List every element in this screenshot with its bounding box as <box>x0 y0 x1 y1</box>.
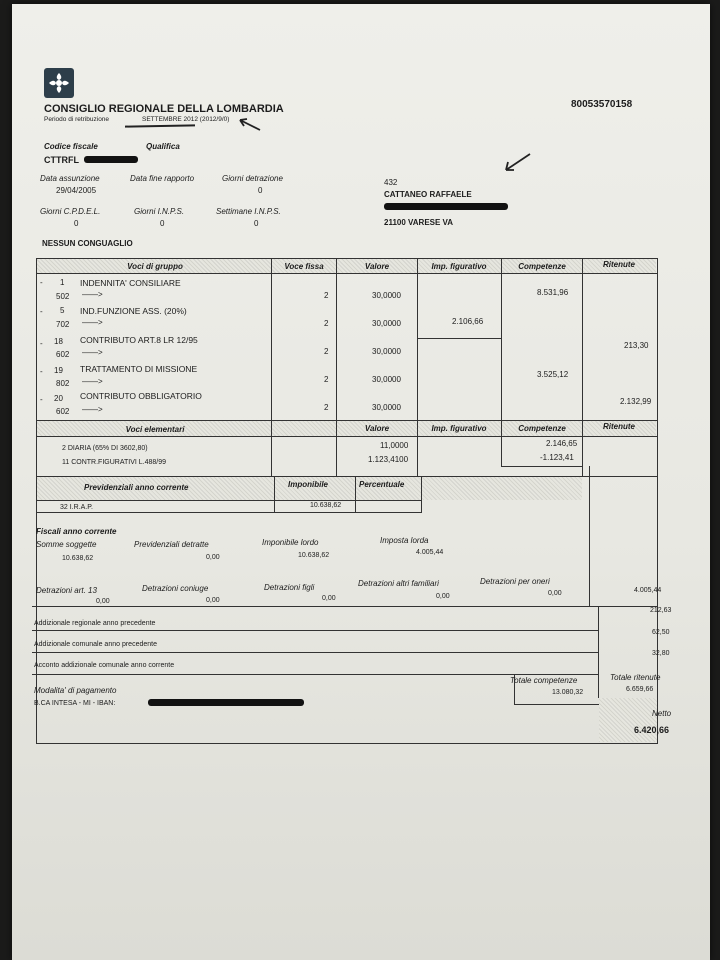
netto-shade <box>599 698 657 742</box>
row-num: 20 <box>54 394 63 403</box>
person-name: CATTANEO RAFFAELE <box>384 190 472 199</box>
previdenziali-title: Previdenziali anno corrente <box>84 483 189 492</box>
pagamento-value: B.CA INTESA - MI - IBAN: <box>34 700 116 707</box>
giorni-cpdel-value: 0 <box>74 219 79 228</box>
giorni-detrazione-label: Giorni detrazione <box>222 174 283 183</box>
row-code: 602 <box>56 350 70 359</box>
row-dash: - <box>40 339 43 348</box>
matricola: 432 <box>384 178 398 187</box>
row-code: 602 <box>56 407 70 416</box>
row-imp-figurativo: 2.106,66 <box>452 317 484 326</box>
col-valore: Valore <box>364 262 390 271</box>
arrow-mark-icon <box>236 114 262 134</box>
row-num: 1 <box>60 278 65 287</box>
col-voci-gruppo: Voci di gruppo <box>127 262 183 271</box>
totale-ritenute-label: Totale ritenute <box>610 673 661 682</box>
redaction-cf <box>84 156 138 163</box>
row-dash: - <box>40 307 43 316</box>
giorni-inps-label: Giorni I.N.P.S. <box>134 207 185 216</box>
row-label: INDENNITA' CONSILIARE <box>80 278 181 288</box>
row-num: 19 <box>54 366 63 375</box>
row-code: 802 <box>56 379 70 388</box>
pagamento-label: Modalita' di pagamento <box>34 686 117 695</box>
row-valore: 30,0000 <box>372 403 401 412</box>
row-valore: 30,0000 <box>372 319 401 328</box>
somme-soggette-label: Somme soggette <box>36 540 97 549</box>
row-arrow: ——> <box>82 318 103 327</box>
detr-coniuge-value: 0,00 <box>206 597 220 604</box>
redaction-address <box>384 203 508 210</box>
row-arrow: ——> <box>82 405 103 414</box>
col-voce-fissa: Voce fissa <box>284 262 324 271</box>
netto-value: 6.420,66 <box>634 725 670 735</box>
row-num: 18 <box>54 337 63 346</box>
arrow-mark-icon <box>502 152 532 174</box>
row-fissa: 2 <box>324 375 329 384</box>
org-code: 80053570158 <box>571 99 633 110</box>
fiscali-title: Fiscali anno corrente <box>36 527 117 536</box>
qualifica-label: Qualifica <box>146 142 180 151</box>
detr-art13-value: 0,00 <box>96 598 110 605</box>
col-ritenute: Ritenute <box>603 260 635 269</box>
imposta-lorda-label: Imposta lorda <box>380 536 429 545</box>
row-valore: 11,0000 <box>380 441 409 450</box>
acconto-comunale-value: 32,80 <box>652 650 670 657</box>
row-valore: 1.123,4100 <box>368 455 409 464</box>
row-dash: - <box>40 278 43 287</box>
col-ritenute: Ritenute <box>603 422 635 431</box>
irpef-ritenuta: 4.005,44 <box>634 587 662 594</box>
person-city: 21100 VARESE VA <box>384 218 454 227</box>
col-valore: Valore <box>364 424 390 433</box>
detr-coniuge-label: Detrazioni coniuge <box>142 584 209 593</box>
row-valore: 30,0000 <box>372 347 401 356</box>
col-imp-figurativo: Imp. figurativo <box>431 262 487 271</box>
cf-value: CTTRFL <box>44 155 79 165</box>
regione-logo-icon <box>44 68 74 98</box>
giorni-detrazione-value: 0 <box>258 186 263 195</box>
row-label: 11 CONTR.FIGURATIVI L.488/99 <box>62 459 166 466</box>
row-valore: 30,0000 <box>372 291 401 300</box>
row-competenze: -1.123,41 <box>540 453 574 462</box>
col-voci-elementari: Voci elementari <box>125 425 185 434</box>
row-arrow: ——> <box>82 377 103 386</box>
col-competenze: Competenze <box>518 424 566 433</box>
netto-label: Netto <box>652 709 672 718</box>
row-arrow: ——> <box>82 348 103 357</box>
addizionale-regionale-label: Addizionale regionale anno precedente <box>34 620 156 627</box>
underline-mark <box>125 124 195 127</box>
somme-soggette-value: 10.638,62 <box>62 555 94 562</box>
row-fissa: 2 <box>324 347 329 356</box>
detr-oneri-label: Detrazioni per oneri <box>480 577 550 586</box>
totale-ritenute-value: 6.659,66 <box>626 686 654 693</box>
imponibile-lordo-label: Imponibile lordo <box>262 538 319 547</box>
row-fissa: 2 <box>324 403 329 412</box>
detr-figli-label: Detrazioni figli <box>264 583 315 592</box>
row-label: CONTRIBUTO ART.8 LR 12/95 <box>80 335 198 345</box>
row-label: TRATTAMENTO DI MISSIONE <box>80 364 198 374</box>
totale-competenze-label: Totale competenze <box>510 676 578 685</box>
addizionale-comunale-label: Addizionale comunale anno precedente <box>34 641 157 648</box>
periodo-label: Periodo di retribuzione <box>44 116 110 123</box>
giorni-cpdel-label: Giorni C.P.D.E.L. <box>40 207 101 216</box>
row-arrow: ——> <box>82 290 103 299</box>
row-fissa: 2 <box>324 291 329 300</box>
prev-detratte-label: Previdenziali detratte <box>134 540 209 549</box>
irap-label: 32 I.R.A.P. <box>60 504 93 511</box>
addizionale-comunale-value: 62,50 <box>652 629 670 636</box>
row-num: 5 <box>60 306 65 315</box>
addizionale-regionale-value: 212,63 <box>650 607 672 614</box>
row-code: 702 <box>56 320 70 329</box>
detr-altri-label: Detrazioni altri familiari <box>358 579 439 588</box>
redaction-iban <box>148 699 304 706</box>
detr-oneri-value: 0,00 <box>548 590 562 597</box>
totale-competenze-value: 13.080,32 <box>552 689 584 696</box>
col-competenze: Competenze <box>518 262 566 271</box>
percentuale-label: Percentuale <box>359 480 405 489</box>
cf-label: Codice fiscale <box>44 142 98 151</box>
data-fine-label: Data fine rapporto <box>130 174 195 183</box>
acconto-comunale-label: Acconto addizionale comunale anno corrente <box>34 662 175 669</box>
row-competenze: 2.146,65 <box>546 439 578 448</box>
row-ritenute: 2.132,99 <box>620 397 652 406</box>
settimane-inps-label: Settimane I.N.P.S. <box>216 207 281 216</box>
row-fissa: 2 <box>324 319 329 328</box>
imponibile-lordo-value: 10.638,62 <box>298 552 330 559</box>
row-dash: - <box>40 395 43 404</box>
row-code: 502 <box>56 292 70 301</box>
data-assunzione-label: Data assunzione <box>40 174 100 183</box>
imposta-lorda-value: 4.005,44 <box>416 549 444 556</box>
settimane-inps-value: 0 <box>254 219 259 228</box>
detr-art13-label: Detrazioni art. 13 <box>36 586 97 595</box>
org-title: CONSIGLIO REGIONALE DELLA LOMBARDIA <box>44 103 284 115</box>
data-assunzione-value: 29/04/2005 <box>56 186 97 195</box>
periodo-value: SETTEMBRE 2012 (2012/9/0) <box>142 116 230 123</box>
imponibile-label: Imponibile <box>288 480 328 489</box>
conguaglio-label: NESSUN CONGUAGLIO <box>42 239 133 248</box>
row-competenze: 8.531,96 <box>537 288 569 297</box>
detr-figli-value: 0,00 <box>322 595 336 602</box>
row-dash: - <box>40 367 43 376</box>
row-label: IND.FUNZIONE ASS. (20%) <box>80 306 187 316</box>
detr-altri-value: 0,00 <box>436 593 450 600</box>
row-ritenute: 213,30 <box>624 341 649 350</box>
row-valore: 30,0000 <box>372 375 401 384</box>
irap-imponibile: 10.638,62 <box>310 502 342 509</box>
row-label: 2 DIARIA (65% DI 3602,80) <box>62 445 148 452</box>
row-competenze: 3.525,12 <box>537 370 569 379</box>
giorni-inps-value: 0 <box>160 219 165 228</box>
col-imp-figurativo: Imp. figurativo <box>431 424 487 433</box>
row-label: CONTRIBUTO OBBLIGATORIO <box>80 391 202 401</box>
prev-detratte-value: 0,00 <box>206 554 220 561</box>
